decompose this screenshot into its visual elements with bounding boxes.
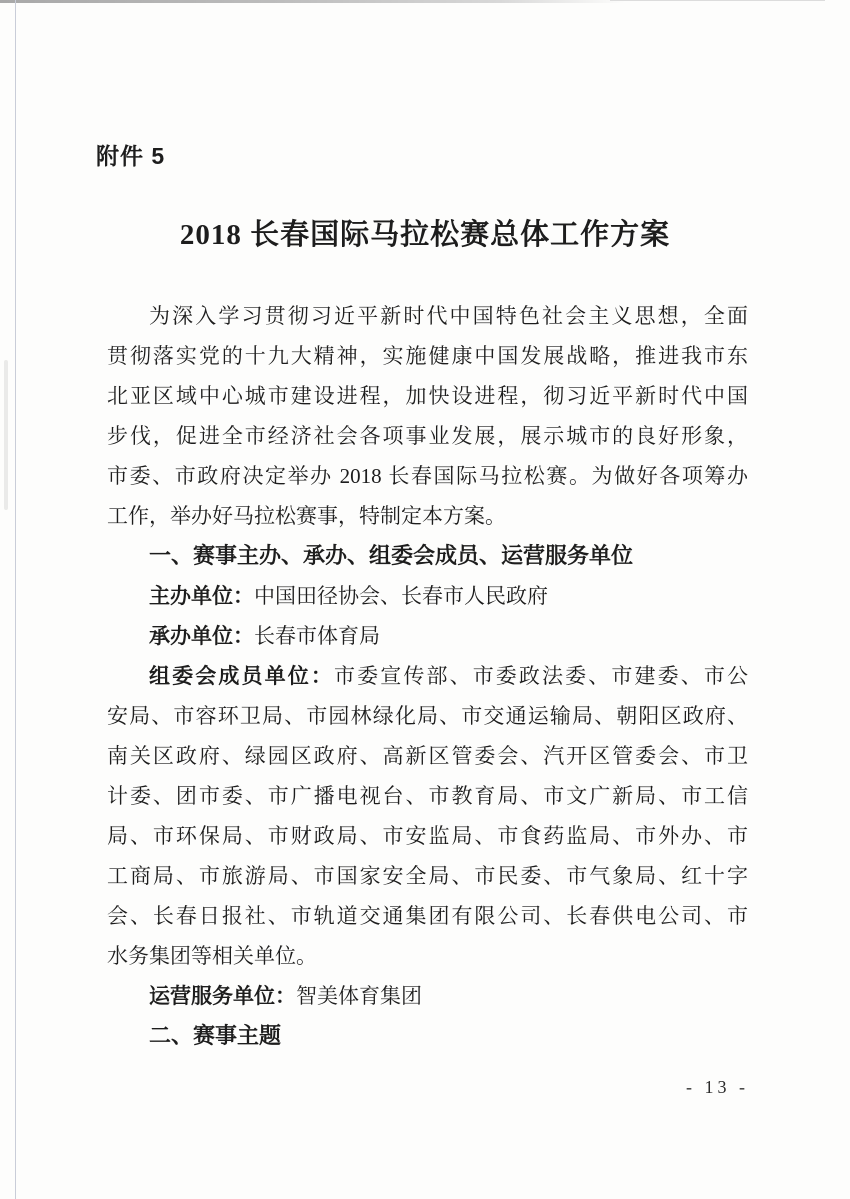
committee-units-line: 计委、团市委、市广播电视台、市教育局、市文广新局、市工信 <box>107 784 748 808</box>
body-line: 工作，举办好马拉松赛事，特制定本方案。 <box>107 504 506 528</box>
operations-unit-line <box>107 976 748 1016</box>
document-body <box>107 296 748 1056</box>
scan-artifact-left-line <box>15 0 16 1199</box>
body-line: 市委、市政府决定举办 2018 长春国际马拉松赛。为做好各项筹办 <box>107 464 748 488</box>
body-line: 为深入学习贯彻习近平新时代中国特色社会主义思想，全面 <box>149 304 748 328</box>
section-heading-2: 二、赛事主题 <box>149 1023 282 1048</box>
page-number: - 13 - <box>686 1077 749 1097</box>
scan-artifact-top-edge <box>0 0 625 3</box>
host-unit-line <box>107 576 748 616</box>
attachment-label: 附件 5 <box>96 143 166 169</box>
host-unit-label: 主办单位： <box>149 585 254 608</box>
committee-units-line: 安局、市容环卫局、市园林绿化局、市交通运输局、朝阳区政府、 <box>107 704 748 728</box>
body-line: 贯彻落实党的十九大精神，实施健康中国发展战略，推进我市东 <box>107 344 748 368</box>
committee-units-label: 组委会成员单位： <box>149 665 334 688</box>
undertaker-unit-label: 承办单位： <box>149 625 254 648</box>
scan-artifact-smudge <box>4 360 8 510</box>
section-heading-1: 一、赛事主办、承办、组委会成员、运营服务单位 <box>149 543 634 568</box>
undertaker-unit-value: 长春市体育局 <box>254 624 380 648</box>
committee-units-line: 水务集团等相关单位。 <box>107 944 317 968</box>
scan-artifact-top-edge-faint <box>610 0 825 1</box>
committee-units-line: 局、市环保局、市财政局、市安监局、市食药监局、市外办、市 <box>107 824 748 848</box>
body-line: 步伐，促进全市经济社会各项事业发展，展示城市的良好形象， <box>107 424 748 448</box>
operations-unit-label: 运营服务单位： <box>149 985 296 1008</box>
committee-units-value: 市委宣传部、市委政法委、市建委、市公 <box>333 664 748 688</box>
committee-units-line: 南关区政府、绿园区政府、高新区管委会、汽开区管委会、市卫 <box>107 744 748 768</box>
committee-units-line: 会、长春日报社、市轨道交通集团有限公司、长春供电公司、市 <box>107 904 748 928</box>
undertaker-unit-line <box>107 616 748 656</box>
host-unit-value: 中国田径协会、长春市人民政府 <box>254 584 548 608</box>
operations-unit-value: 智美体育集团 <box>296 984 422 1008</box>
body-line: 北亚区域中心城市建设进程，加快设进程，彻习近平新时代中国 <box>107 384 748 408</box>
committee-units-line: 工商局、市旅游局、市国家安全局、市民委、市气象局、红十字 <box>107 864 748 888</box>
document-title: 2018 长春国际马拉松赛总体工作方案 <box>179 219 671 251</box>
committee-units-line <box>107 656 748 696</box>
